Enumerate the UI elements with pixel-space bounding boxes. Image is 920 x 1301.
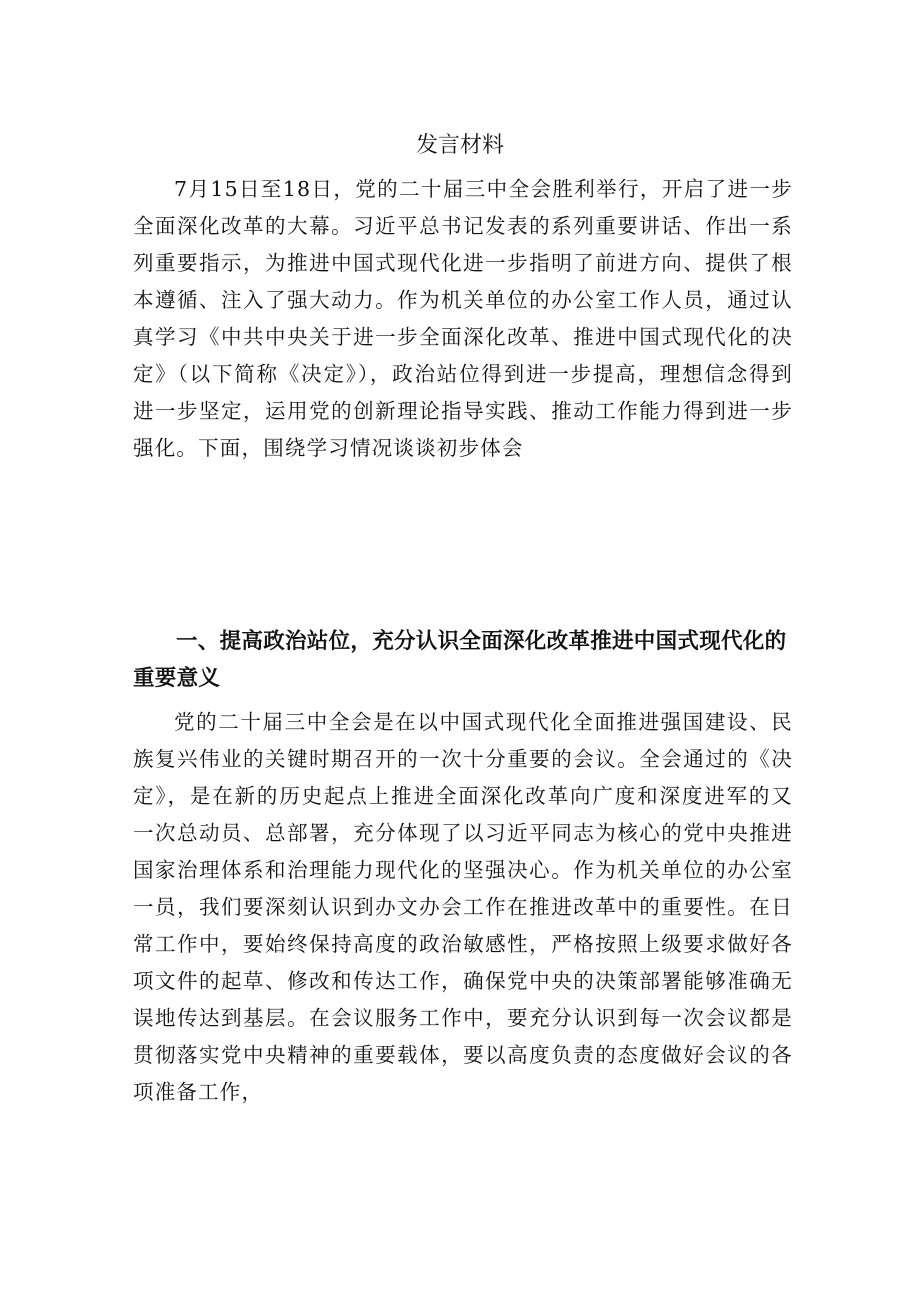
section-paragraph: 党的二十届三中全会是在以中国式现代化全面推进强国建设、民族复兴伟业的关键时期召开的一次十分重要的会议。全会通过的《决定》，是在新的历史起点上推进全面深化改革向广度和深度进军的又一次总动员、总部署，充分体现了以习近平同志为核心的党中央推进国家治理体系和治理能力现代化的坚强决心。作为机关单位的办公室一员，我们要深刻认识到办文办会工作在推进改革中的重要性。在日常工作中，要始终保持高度的政治敏感性，严格按照上级要求做好各项文件的起草、修改和传达工作，确保党中央的决策部署能够准确无误地传达到基层。在会议服务工作中，要充分认识到每一次会议都是贯彻落实党中央精神的重要载体，要以高度负责的态度做好会议的各项准备工作， [133, 710, 793, 1104]
section-heading: 一、提高政治站位，充分认识全面深化改革推进中国式现代化的重要意义 [133, 629, 787, 691]
intro-paragraph: 7月15日至18日，党的二十届三中全会胜利举行，开启了进一步全面深化改革的大幕。习近平总书记发表的系列重要讲话、作出一系列重要指示，为推进中国式现代化进一步指明了前进方向、提供了根本遵循、注入了强大动力。作为机关单位的办公室工作人员，通过认真学习《中共中央关于进一步全面深化改革、推进中国式现代化的决定》（以下简称《决定》），政治站位得到进一步提高，理想信念得到进一步坚定，运用党的创新理论指导实践、推动工作能力得到进一步强化。下面，围绕学习情况谈谈初步体会 [133, 177, 793, 460]
document-title: 发言材料 [415, 133, 504, 158]
